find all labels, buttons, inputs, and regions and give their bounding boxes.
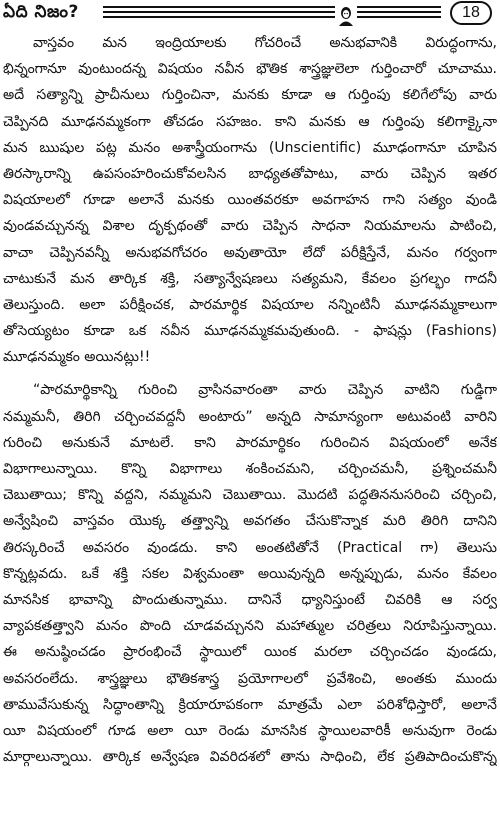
text-line: మన ఋషుల పట్ల మనం అశాస్త్రీయంగాను (Unscientific) మూఢంగానూ చూపిన xyxy=(3,139,497,156)
text-line: వుండవచ్చునన్న విశాల దృక్పథంతో వారు చెప్పిన సాధనా నియమాలను పాటించి, xyxy=(3,218,497,235)
text-line: వాస్తవం మన ఇంద్రియాలకు గోచరించే అనుభవానికి విరుద్ధంగాను, xyxy=(33,35,497,51)
body-text xyxy=(3,30,497,770)
text-line: వాచా చెప్పినవన్నీ అనుభవగోచరం అవుతాయో లేదో పరీక్షిస్తేనే, మనం గర్వంగా xyxy=(3,244,497,261)
header-rule xyxy=(103,6,441,20)
text-line: గురించి అనుకునే మాటలే. కాని పారమార్థికం గురించిన విషయంలో అనేక xyxy=(3,434,497,451)
header-rule-line xyxy=(103,11,441,13)
text-line: ఈ అనుష్ఠించడం ప్రారంభించే స్థాయిలో యింక మరలా చర్చించడం వుండదు, xyxy=(3,644,497,661)
text-line: తోసెయ్యటం కూడా ఒక నవీన మూఢనమ్మకమవుతుంది. - ఫాషన్లు (Fashions) xyxy=(3,323,497,340)
text-line: యీ విషయంలో గూడ అలా యీ రెండు మానసిక స్థాయిలవారికీ అనువుగా రెండు xyxy=(3,722,497,739)
text-line: తిరస్కారాన్ని ఉపసంహరించుకోవలసిన బాధ్యతతోపాటు, వారు చెప్పిన ఇతర xyxy=(3,165,497,182)
page-number: 18 xyxy=(450,1,492,25)
text-line: మూఢనమ్మకం అయినట్లు!! xyxy=(3,349,151,366)
text-line: భిన్నంగానూ వుంటుందన్న విషయం నవీన భౌతిక శాస్త్రజ్ఞులెలా గుర్తించారో చూచాము. xyxy=(3,61,497,78)
text-line: విషయాలలో గూడా అలానే మనకు యింతవరకూ అవగాహన గాని సత్యం వుండి xyxy=(3,192,497,209)
running-title: ఏది నిజం? xyxy=(3,2,79,22)
text-line: విభాగాలున్నాయి. కొన్ని విభాగాలు శంకించమని, చర్చించమనీ, ప్రశ్నించమనీ xyxy=(3,461,497,477)
text-line: తామువేసుకున్న సిద్ధాంతాన్ని క్రియారూపకంగా మాత్రమే ఎలా పరిశోధిస్తారో, అలానే xyxy=(3,696,497,713)
text-line: నమ్మమనీ, తిరిగి చర్చించవద్దనీ అంటారు” అన్నది సామాన్యంగా అటువంటి వారిని xyxy=(3,408,497,425)
page-header xyxy=(0,0,500,30)
text-line: కొన్నట్లవదు. ఒకే శక్తి సకల విశ్వమంతా అయివున్నది అన్నప్పుడు, మనం కేవలం xyxy=(3,565,497,582)
portrait-emblem-icon xyxy=(335,6,357,26)
text-line: తెలుస్తుంది. అలా పరీక్షించక, పారమార్థిక విషయాల నన్నింటినీ మూఢనమ్మకాలుగా xyxy=(3,296,497,313)
text-line: అవసరంలేదు. శాస్త్రజ్ఞులు భౌతికశాస్త్ర ప్రయోగాలలో ప్రవేశించి, అంతకు ముందు xyxy=(3,670,497,687)
text-line: వ్యాపకతత్త్వాని మనం పొంది చూడవచ్చునని మహాత్ముల చరిత్రలు నిరూపిస్తున్నాయి. xyxy=(3,618,497,635)
text-line: తిరస్కరించే అవసరం వుండదు. కాని అంతటితోనే (Practical గా) తెలుసు xyxy=(3,539,497,556)
text-line: చెబుతాయి; కొన్ని వద్దని, నమ్మమని చెబుతాయి. మొదటి పద్ధతిననుసరించి చర్చించి, xyxy=(3,487,497,504)
paragraph-gap xyxy=(3,370,497,377)
text-line: “పారమార్థికాన్ని గురించి వ్రాసినవారంతా వారు చెప్పిన వాటిని గుడ్డిగా xyxy=(33,382,497,399)
header-rule-line xyxy=(103,6,441,8)
text-line: మార్గాలున్నాయి. తార్కిక అన్వేషణ వివరిదశలో తాను సాధించి, లేక ప్రతిపాదించుకొన్న xyxy=(3,749,497,766)
text-line: అన్వేషించి వాస్తవం యొక్క తత్త్వాన్ని అవగతం చేసుకొన్నాక మరి తిరిగి దానిని xyxy=(3,513,497,530)
text-line: చెప్పినది మూఢనమ్మకంగా తోచడం సహజం. కాని మనకు ఆ గుర్తింపు కలిగాక్కైనా xyxy=(3,113,497,130)
text-line: మానసిక భావాన్ని పొందుతున్నాము. దానినే ధ్యానిస్తుంటే చివరికి ఆ సర్వ xyxy=(3,591,497,608)
text-line: చాటుకునే మన తార్కిక శక్తి, సత్యాన్వేషణలు సత్యమని, కేవలం ప్రగల్భం గాదనీ xyxy=(3,270,497,287)
text-line: అదే సత్యాన్ని ప్రాచీనులు గుర్తించినా, మనకు కూడా ఆ గుర్తింపు కలిగేలోపు వారు xyxy=(3,87,497,104)
header-rule-line xyxy=(103,16,441,18)
